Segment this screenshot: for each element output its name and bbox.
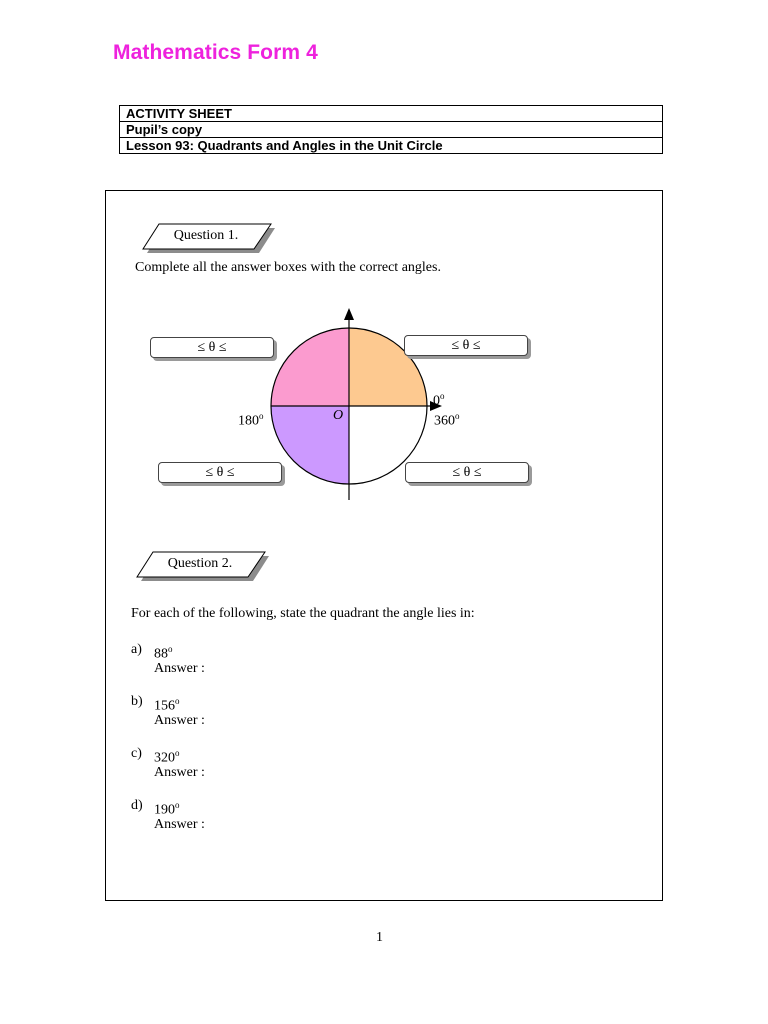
item-letter: b) — [131, 694, 143, 709]
lesson-header-table — [119, 105, 663, 154]
zero-degree-label: 0$^o$ — [433, 391, 445, 409]
answer-box-text: ≤ θ ≤ — [405, 462, 529, 483]
answer-box-text: ≤ θ ≤ — [404, 335, 528, 356]
document-title: Mathematics Form 4 — [113, 41, 318, 64]
answer-field[interactable]: Answer : — [154, 765, 205, 780]
one-eighty-degree-label: 180$^o$ — [238, 411, 264, 429]
page-number: 1 — [376, 930, 383, 945]
item-letter: d) — [131, 798, 143, 813]
activity-frame — [105, 190, 663, 901]
question-1-instruction: Complete all the answer boxes with the correct angles. — [135, 260, 441, 275]
origin-label: O — [333, 408, 344, 423]
item-angle: 88$^o$ — [154, 644, 173, 662]
answer-box-fourth-quadrant[interactable] — [405, 462, 530, 485]
answer-box-second-quadrant[interactable] — [150, 337, 275, 360]
header-activity-sheet: ACTIVITY SHEET — [120, 106, 663, 122]
question-1-label — [142, 223, 277, 253]
answer-box-text: ≤ θ ≤ — [150, 337, 274, 358]
y-axis-arrow — [344, 308, 354, 320]
answer-box-text: ≤ θ ≤ — [158, 462, 282, 483]
item-letter: a) — [131, 642, 142, 657]
answer-field[interactable]: Answer : — [154, 713, 205, 728]
question-2-label — [136, 551, 271, 581]
header-lesson-title: Lesson 93: Quadrants and Angles in the Unit Circle — [120, 138, 663, 154]
item-angle: 190$^o$ — [154, 800, 180, 818]
item-angle: 156$^o$ — [154, 696, 180, 714]
quadrant-2 — [271, 328, 349, 406]
answer-box-third-quadrant[interactable] — [158, 462, 283, 485]
three-sixty-degree-label: 360$^o$ — [434, 411, 460, 429]
answer-field[interactable]: Answer : — [154, 661, 205, 676]
item-angle: 320$^o$ — [154, 748, 180, 766]
answer-box-first-quadrant[interactable] — [404, 335, 529, 358]
item-letter: c) — [131, 746, 142, 761]
header-pupil-copy: Pupil’s copy — [120, 122, 663, 138]
answer-field[interactable]: Answer : — [154, 817, 205, 832]
question-2-instruction: For each of the following, state the quadrant the angle lies in: — [131, 606, 475, 621]
question-1-text: Question 1. — [173, 228, 239, 243]
question-2-text: Question 2. — [167, 556, 233, 571]
